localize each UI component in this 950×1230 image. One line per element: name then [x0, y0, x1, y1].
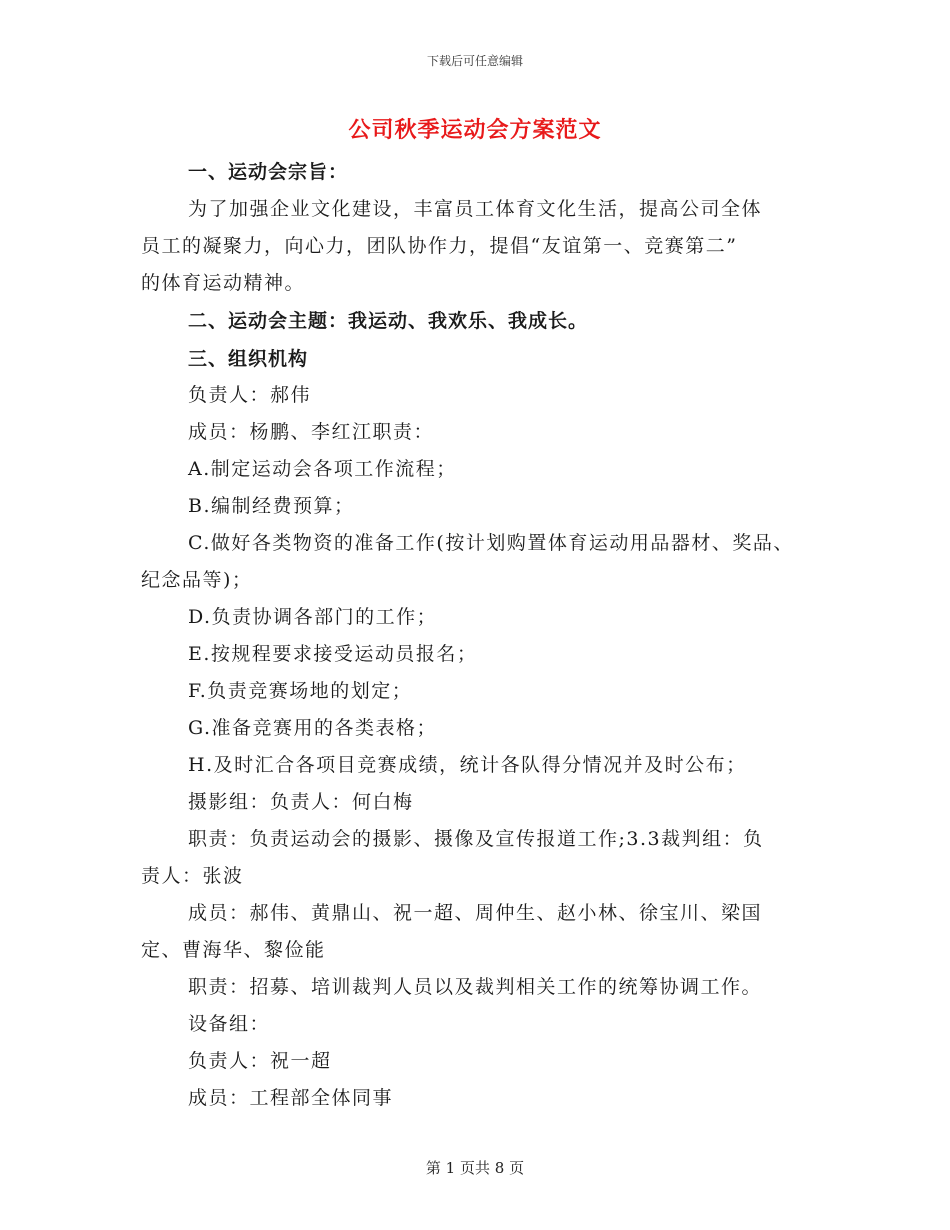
list-item: B.编制经费预算；: [188, 495, 355, 517]
list-item: G.准备竞赛用的各类表格；: [188, 717, 438, 739]
page-footer: 第 1 页共 8 页: [425, 1159, 525, 1177]
paragraph-line: 成员：杨鹏、李红江职责：: [188, 421, 435, 443]
paragraph-line: 员工的凝聚力，向心力，团队协作力，提倡“友谊第一、竞赛第二”: [141, 235, 738, 257]
paragraph-line: 职责：负责运动会的摄影、摄像及宣传报道工作;3.3裁判组：负: [188, 828, 764, 850]
paragraph-line: 的体育运动精神。: [141, 272, 306, 294]
paragraph-line: 成员：郝伟、黄鼎山、祝一超、周仲生、赵小林、徐宝川、梁国: [188, 902, 763, 924]
paragraph-line: 为了加强企业文化建设，丰富员工体育文化生活，提高公司全体: [188, 198, 763, 220]
document-title: 公司秋季运动会方案范文: [348, 117, 602, 143]
section-heading-theme: 二、运动会主题：我运动、我欢乐、我成长。: [188, 310, 589, 332]
list-item-continuation: 纪念品等)；: [141, 569, 253, 591]
list-item: C.做好各类物资的准备工作(按计划购置体育运动用品器材、奖品、: [188, 532, 794, 554]
paragraph-line: 定、曹海华、黎俭能: [141, 939, 326, 961]
list-item: A.制定运动会各项工作流程；: [188, 458, 457, 480]
paragraph-line: 职责：招募、培训裁判人员以及裁判相关工作的统筹协调工作。: [188, 976, 763, 998]
list-item: D.负责协调各部门的工作；: [188, 606, 438, 628]
paragraph-line: 负责人：郝伟: [188, 384, 312, 406]
section-heading-organization: 三、组织机构: [188, 348, 309, 370]
list-item: F.负责竞赛场地的划定；: [188, 680, 413, 702]
paragraph-line: 成员：工程部全体同事: [188, 1087, 394, 1109]
page-header: 下载后可任意编辑: [426, 54, 523, 68]
paragraph-line: 设备组：: [188, 1013, 271, 1035]
paragraph-line: 摄影组：负责人：何白梅: [188, 791, 414, 813]
section-heading-purpose: 一、运动会宗旨：: [188, 161, 349, 183]
list-item: H.及时汇合各项目竞赛成绩，统计各队得分情况并及时公布；: [188, 754, 747, 776]
list-item: E.按规程要求接受运动员报名；: [188, 643, 478, 665]
paragraph-line: 负责人：祝一超: [188, 1050, 332, 1072]
paragraph-line: 责人：张波: [141, 865, 244, 887]
